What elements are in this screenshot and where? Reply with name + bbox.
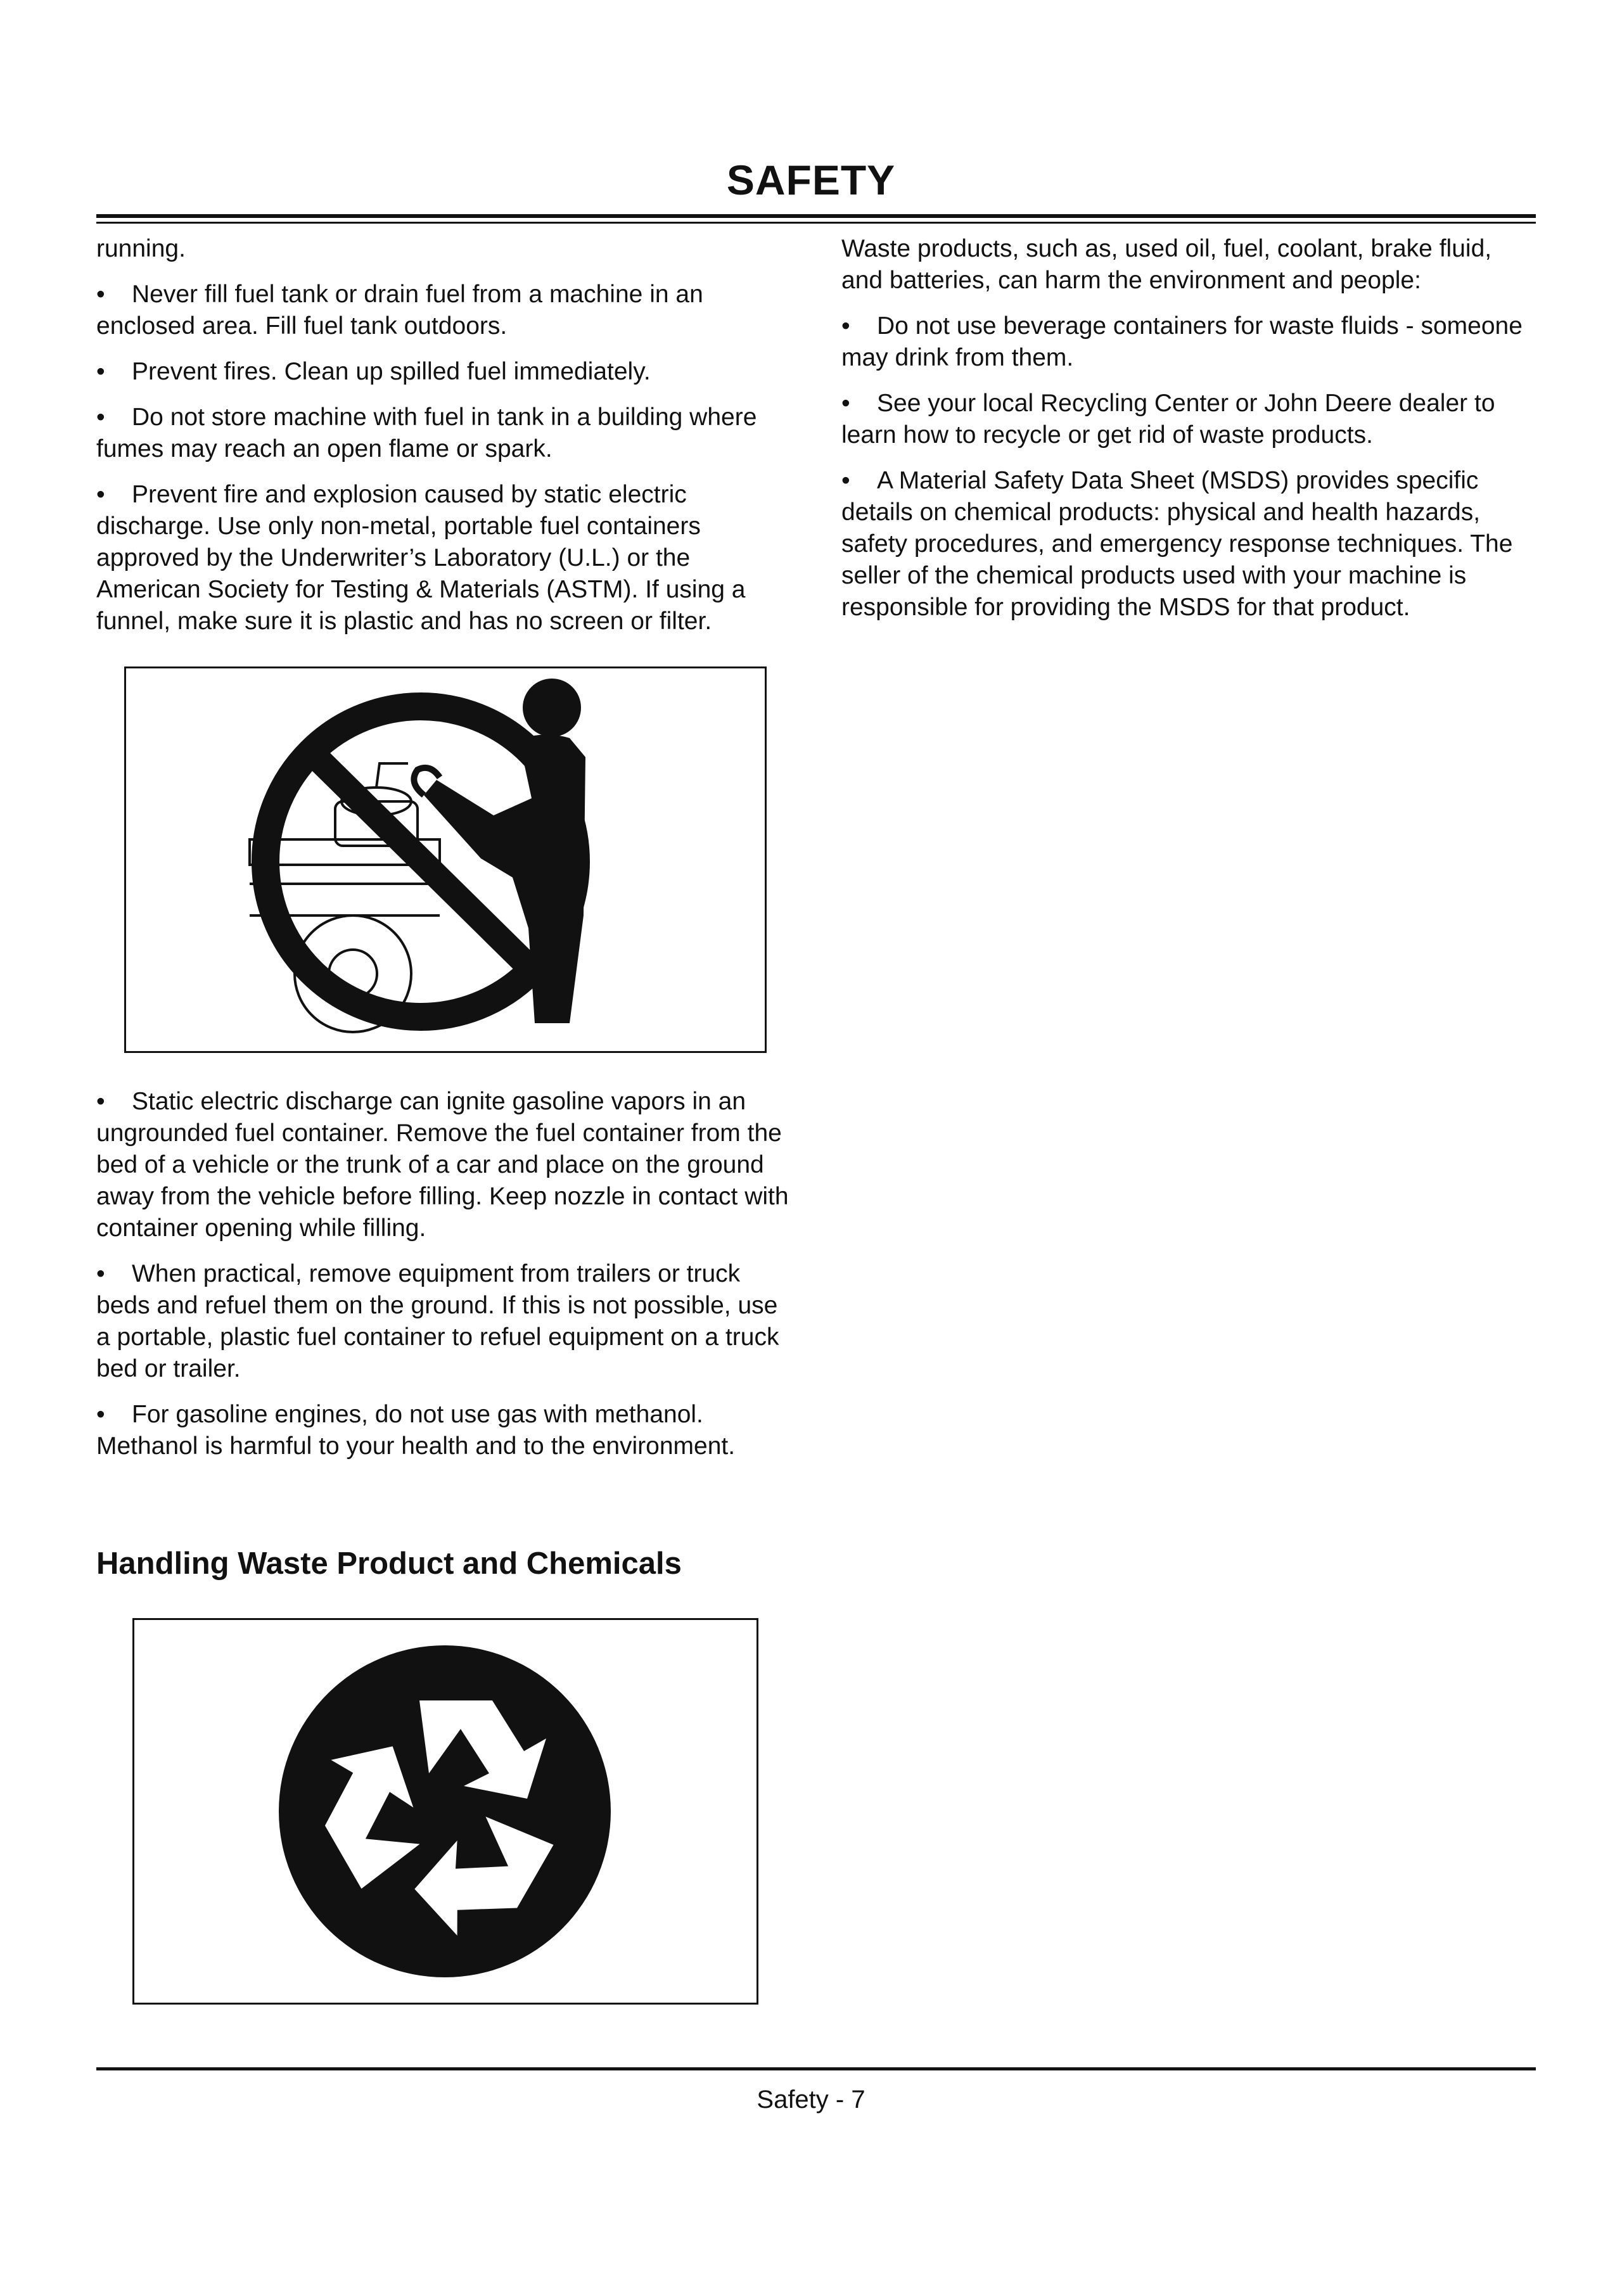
paragraph-text: running.: [96, 235, 186, 262]
list-item-text: For gasoline engines, do not use gas with methanol. Methanol is harmful to your health and to the environment.: [96, 1401, 736, 1460]
list-item-text: When practical, remove equipment from trailers or truck beds and refuel them on the ground. If this is not possible, use a portable, plastic fuel container to refuel equipment on a truck bed or trailer.: [96, 1260, 779, 1382]
paragraph: [96, 233, 790, 265]
list-item: [96, 1258, 790, 1385]
paragraph-text: Waste products, such as, used oil, fuel, coolant, brake fluid, and batteries, can harm the environment and people:: [841, 235, 1492, 294]
list-item: [96, 1399, 790, 1462]
list-item-text: See your local Recycling Center or John Deere dealer to learn how to recycle or get rid of waste products.: [841, 390, 1495, 449]
list-item: [841, 388, 1535, 451]
list-item-text: Never fill fuel tank or drain fuel from a machine in an enclosed area. Fill fuel tank outdoors.: [96, 281, 703, 340]
bullet: •: [96, 1401, 105, 1428]
list-item-text: A Material Safety Data Sheet (MSDS) provides specific details on chemical products: physical and health hazards, safety procedures, and emergency response techniques. The seller of the chemical products used with your machine is responsible for providing the MSDS for that product.: [841, 467, 1513, 621]
recycle-icon: [132, 1618, 758, 2005]
left-column-top: [96, 233, 790, 651]
list-item: [841, 310, 1535, 374]
header-rule: [96, 214, 1536, 224]
list-item-text: Static electric discharge can ignite gasoline vapors in an ungrounded fuel container. Remove the fuel container from the bed of a vehicle or the trunk of a car and place on the ground away from the vehicle before filling. Keep nozzle in contact with container opening while filling.: [96, 1088, 789, 1242]
bullet: •: [96, 404, 105, 431]
list-item: [96, 402, 790, 465]
page-footer: Safety - 7: [757, 2086, 865, 2114]
bullet: •: [96, 1260, 105, 1287]
bullet: •: [841, 312, 850, 340]
list-item: [96, 356, 790, 388]
list-item-text: Do not use beverage containers for waste fluids - someone may drink from them.: [841, 312, 1523, 371]
list-item-text: Prevent fire and explosion caused by static electric discharge. Use only non-metal, portable fuel containers approved by the Underwriter’s Laboratory (U.L.) or the American Society for Testing & Materials (ASTM). If using a funnel, make sure it is plastic and has no screen or filter.: [96, 481, 746, 635]
list-item-text: Do not store machine with fuel in tank in a building where fumes may reach an open flame or spark.: [96, 404, 757, 462]
bullet: •: [96, 1088, 105, 1115]
left-column-lower: [96, 1086, 790, 1476]
list-item: [96, 479, 790, 637]
footer-rule: [96, 2067, 1536, 2070]
paragraph: [841, 233, 1535, 297]
bullet: •: [96, 358, 105, 385]
page-title: SAFETY: [726, 156, 896, 203]
bullet: •: [841, 390, 850, 417]
list-item: [841, 465, 1535, 623]
bullet: •: [841, 467, 850, 494]
list-item-text: Prevent fires. Clean up spilled fuel immediately.: [132, 358, 651, 385]
list-item: [96, 279, 790, 342]
right-column: [841, 233, 1535, 637]
section-heading: Handling Waste Product and Chemicals: [96, 1547, 682, 1581]
bullet: •: [96, 481, 105, 508]
no-refueling-on-vehicle-icon: [124, 666, 767, 1053]
bullet: •: [96, 281, 105, 308]
list-item: [96, 1086, 790, 1244]
